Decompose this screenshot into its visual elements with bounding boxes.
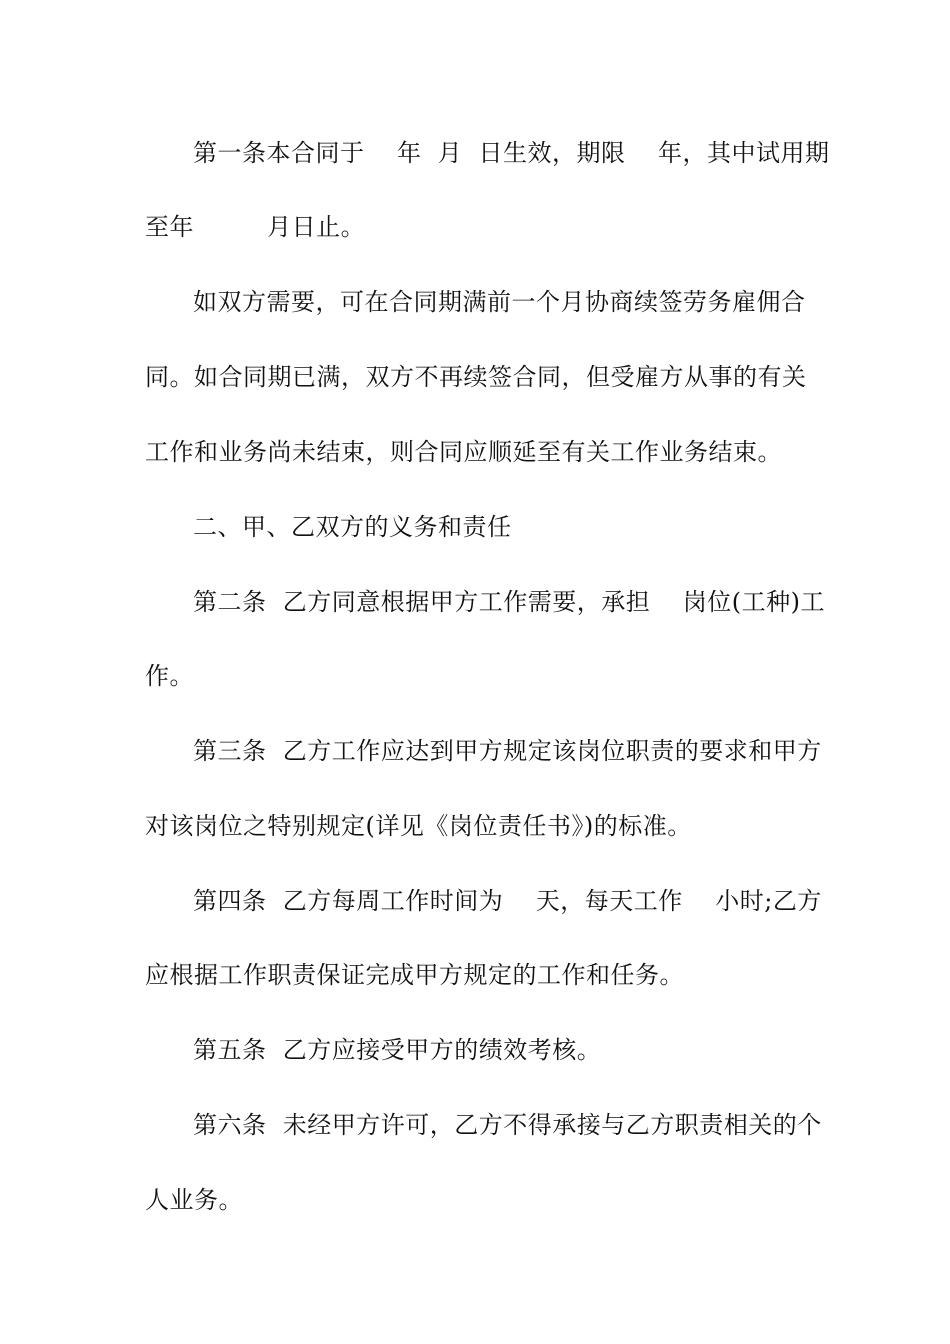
- text-line: 第四条 乙方每周工作时间为 天，每天工作 小时;乙方: [193, 887, 822, 915]
- text-line: 第六条 未经甲方许可，乙方不得承接与乙方职责相关的个: [193, 1111, 822, 1139]
- text-line: 如双方需要，可在合同期满前一个月协商续签劳务雇佣合: [193, 288, 806, 316]
- text-line: 应根据工作职责保证完成甲方规定的工作和任务。: [145, 961, 684, 989]
- text-line: 第五条 乙方应接受甲方的绩效考核。: [193, 1036, 602, 1064]
- text-line: 同。如合同期已满，双方不再续签合同，但受雇方从事的有关: [145, 363, 807, 391]
- text-line: 对该岗位之特别规定(详见《岗位责任书》)的标准。: [145, 812, 692, 840]
- section-heading: 二、甲、乙双方的义务和责任: [193, 513, 512, 541]
- text-line: 工作和业务尚未结束，则合同应顺延至有关工作业务结束。: [145, 438, 782, 466]
- text-line: 人业务。: [145, 1186, 243, 1214]
- text-line: 至年 月日止。: [145, 213, 366, 241]
- text-line: 第二条 乙方同意根据甲方工作需要，承担 岗位(工种)工: [193, 588, 825, 616]
- text-line: 作。: [145, 662, 194, 690]
- text-line: 第三条 乙方工作应达到甲方规定该岗位职责的要求和甲方: [193, 737, 822, 765]
- text-line: 第一条本合同于 年 月 日生效，期限 年，其中试用期: [193, 139, 830, 167]
